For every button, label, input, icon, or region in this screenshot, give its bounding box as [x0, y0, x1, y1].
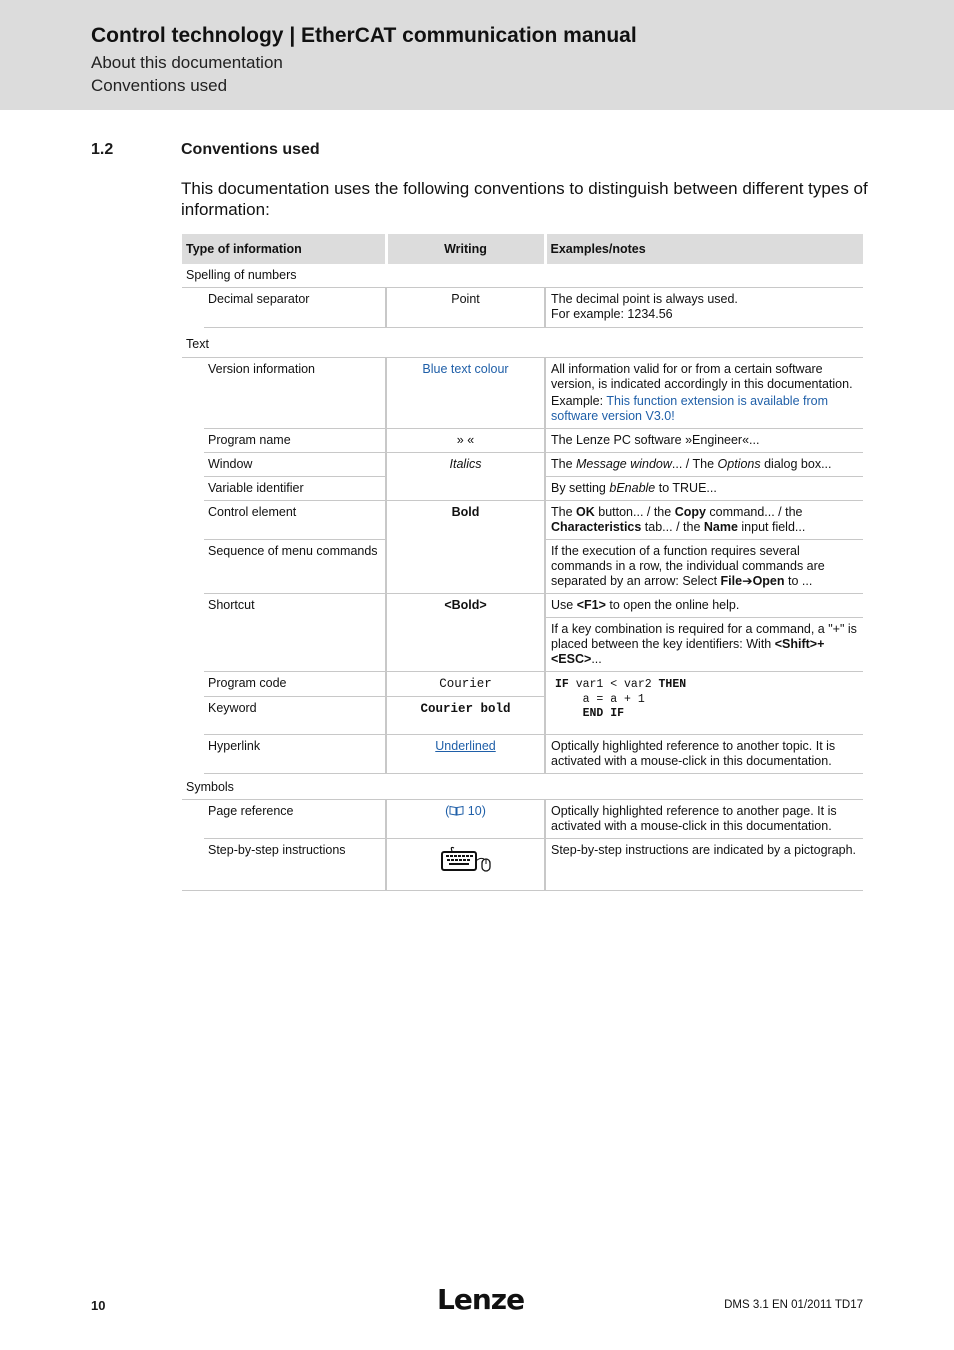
note-text: All information valid for or from a certain software version, is indicated accordingly in this documentation.: [551, 362, 853, 391]
note-text: to open the online help.: [605, 598, 740, 612]
arrow-glyph: ➔: [742, 574, 753, 588]
note-text: input field...: [737, 520, 806, 534]
blue-example-text: This function extension is available from software version V3.0!: [551, 394, 828, 423]
notes-cell: The Lenze PC software »Engineer«...: [545, 429, 863, 453]
note-text: to ...: [784, 574, 813, 588]
note-text: tab... / the: [641, 520, 704, 534]
type-cell: Hyperlink: [204, 735, 386, 774]
group-row-numbers: [182, 264, 863, 288]
lenze-logo: Lenze: [437, 1283, 525, 1316]
book-icon: [449, 805, 464, 820]
table-row: [182, 839, 863, 891]
table-row: [182, 735, 863, 774]
section-title: Conventions used: [181, 141, 320, 158]
code-keyword: THEN: [658, 678, 687, 691]
writing-cell: Italics: [449, 457, 482, 471]
code-keyword: END IF: [582, 707, 625, 720]
type-cell: Window: [204, 453, 386, 477]
type-cell: Step-by-step instructions: [204, 839, 386, 891]
notes-cell: Step-by-step instructions are indicated by a pictograph.: [545, 839, 863, 891]
note-bold: <Shift>+<ESC>: [551, 637, 825, 666]
note-italic: bEnable: [609, 481, 656, 495]
note-line: The decimal point is always used.: [551, 292, 738, 306]
note-text: If a key combination is required for a command, a "+" is placed between the key identifiers: With: [551, 622, 857, 651]
type-cell: Page reference: [204, 800, 386, 839]
group-label: Spelling of numbers: [182, 264, 863, 288]
group-label: Text: [182, 328, 863, 358]
note-italic: Options: [717, 457, 761, 471]
table-row: [182, 501, 863, 540]
table-row: [182, 358, 863, 429]
note-text: dialog box...: [760, 457, 832, 471]
writing-cell: Point: [386, 288, 545, 328]
page-reference-sample[interactable]: [445, 804, 486, 818]
table-row: [182, 672, 863, 697]
type-cell: Keyword: [204, 697, 386, 735]
table-header-row: [182, 234, 863, 264]
table-row: [182, 453, 863, 477]
note-text: ...: [591, 652, 602, 666]
note-line: For example: 1234.56: [551, 307, 673, 321]
note-bold: Name: [703, 520, 738, 534]
page-number: 10: [91, 1298, 106, 1313]
code-example: [555, 678, 859, 722]
table-row: [182, 800, 863, 839]
note-text: button... / the: [594, 505, 675, 519]
note-text: If the execution of a function requires several commands in a row, the individual commands are separated by an arrow: Select: [551, 544, 825, 588]
note-text: By setting: [551, 481, 610, 495]
code-example-cell: [545, 672, 863, 735]
note-italic: Message window: [576, 457, 672, 471]
note-text: to TRUE...: [655, 481, 717, 495]
section-breadcrumb: Conventions used: [91, 76, 228, 95]
notes-cell: [545, 477, 863, 501]
writing-cell: Courier: [439, 677, 492, 691]
writing-cell: Blue text colour: [422, 362, 509, 376]
intro-paragraph: This documentation uses the following conventions to distinguish between different types of information:: [181, 179, 868, 219]
note-text: The: [551, 505, 577, 519]
group-label: Symbols: [182, 774, 863, 800]
writing-cell: Bold: [451, 505, 480, 519]
conventions-table: [182, 234, 863, 891]
notes-cell: [545, 453, 863, 477]
table-row: [182, 429, 863, 453]
group-row-text: [182, 328, 863, 358]
page-header: [0, 0, 954, 110]
chapter-title: About this documentation: [91, 53, 283, 72]
note-bold: File: [720, 574, 743, 588]
header-notes: Examples/notes: [545, 234, 863, 264]
table-row: [182, 594, 863, 618]
notes-cell: [545, 594, 863, 618]
header-writing: Writing: [386, 234, 545, 264]
note-bold: <F1>: [576, 598, 606, 612]
note-text: command... / the: [705, 505, 803, 519]
header-type: Type of information: [182, 234, 386, 264]
section-number: 1.2: [91, 141, 114, 158]
table-row: [182, 288, 863, 328]
notes-cell: Optically highlighted reference to another page. It is activated with a mouse-click in this documentation.: [545, 800, 863, 839]
notes-cell: [545, 540, 863, 594]
writing-cell: <Bold>: [444, 598, 487, 612]
note-bold: Characteristics: [551, 520, 642, 534]
notes-cell: Optically highlighted reference to another topic. It is activated with a mouse-click in this documentation.: [545, 735, 863, 774]
paren: (: [445, 804, 450, 818]
type-cell: Program name: [204, 429, 386, 453]
note-bold: Copy: [674, 505, 706, 519]
page-number: 10): [464, 804, 486, 818]
writing-cell: » «: [386, 429, 545, 453]
type-cell: Program code: [204, 672, 386, 697]
type-cell: Control element: [204, 501, 386, 540]
underlined-link-sample[interactable]: Underlined: [435, 739, 496, 753]
code-text: a = a + 1: [555, 692, 645, 706]
manual-title: Control technology | EtherCAT communication manual: [91, 24, 637, 47]
note-text: The: [551, 457, 577, 471]
type-cell: Sequence of menu commands: [204, 540, 386, 594]
note-text: Example:: [551, 394, 607, 408]
type-cell: Version information: [204, 358, 386, 429]
writing-cell: Courier bold: [420, 702, 511, 716]
type-cell: Shortcut: [204, 594, 386, 672]
note-bold: OK: [576, 505, 595, 519]
keyboard-mouse-pictograph-icon: [440, 845, 492, 879]
note-text: ... / The: [671, 457, 718, 471]
code-text: var1 < var2: [568, 678, 659, 691]
notes-cell: [545, 501, 863, 540]
document-id: DMS 3.1 EN 01/2011 TD17: [724, 1299, 863, 1311]
type-cell: Decimal separator: [204, 288, 386, 328]
notes-cell: [545, 288, 863, 328]
code-keyword: IF: [555, 678, 569, 691]
type-cell: Variable identifier: [204, 477, 386, 501]
note-text: Use: [551, 598, 577, 612]
group-row-symbols: [182, 774, 863, 800]
notes-cell: [545, 358, 863, 429]
note-bold: Open: [752, 574, 785, 588]
notes-cell: [545, 618, 863, 672]
